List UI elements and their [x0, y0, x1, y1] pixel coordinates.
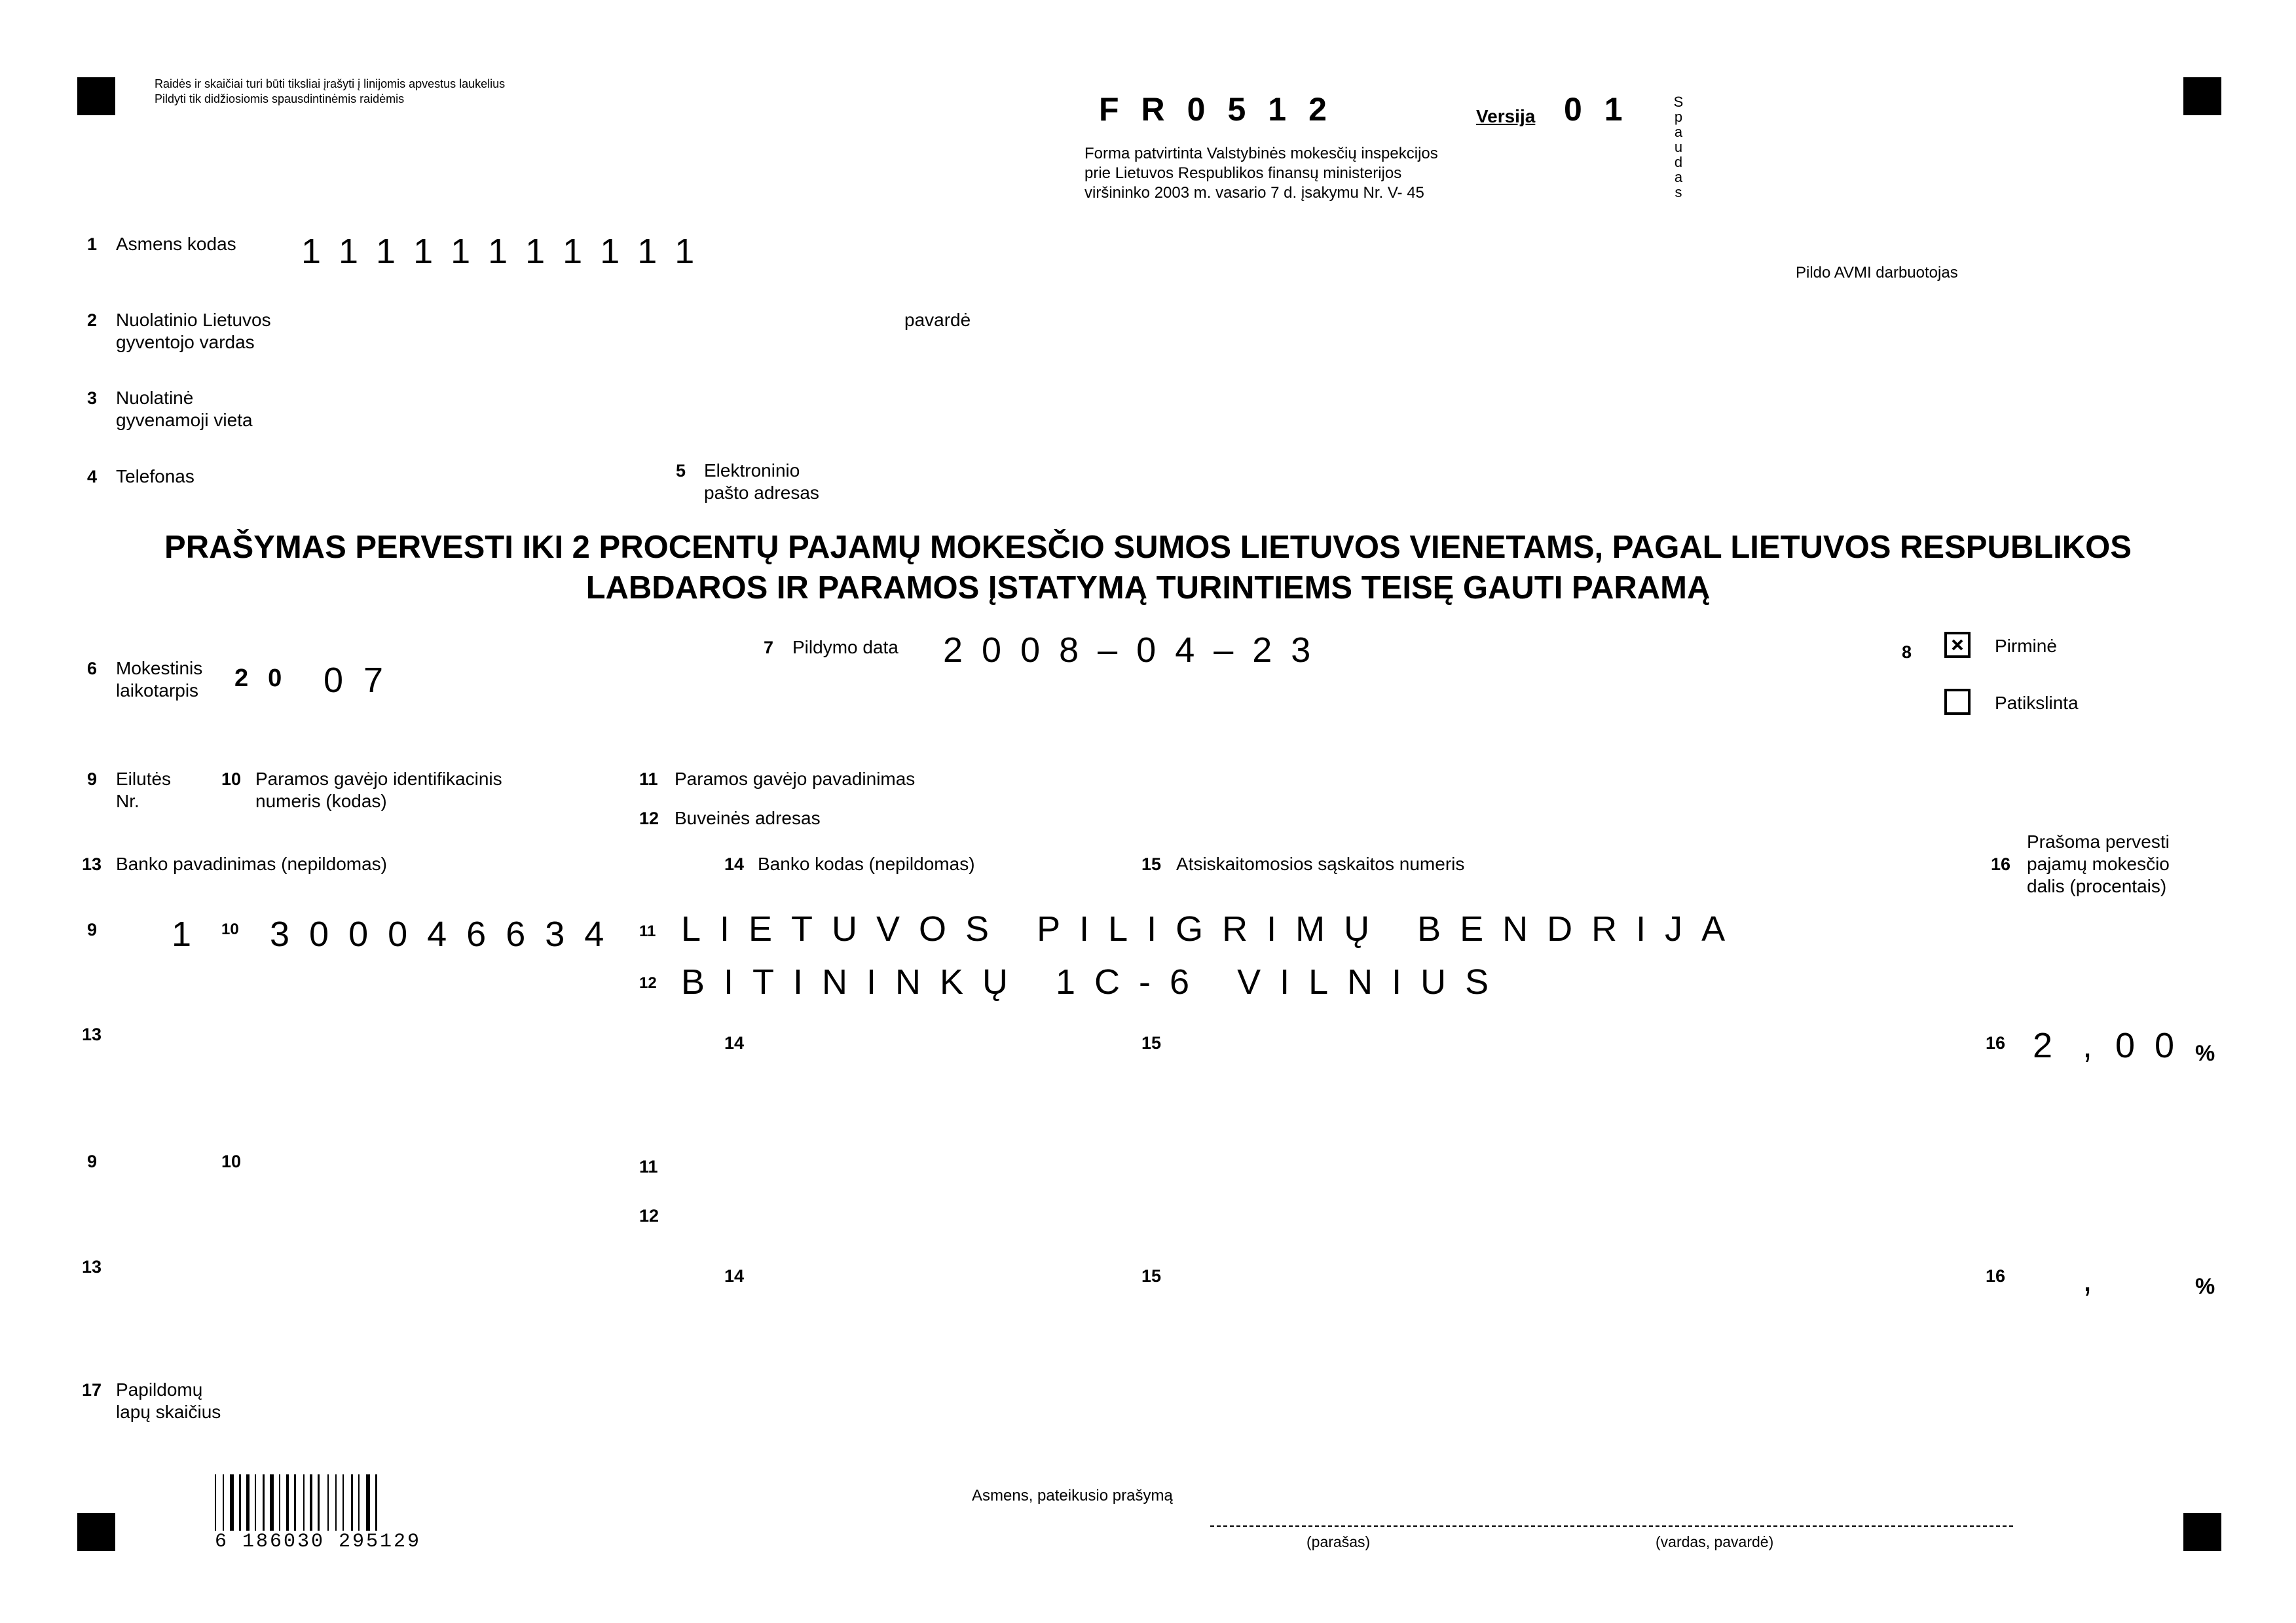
registration-marker-bottom-right: [2183, 1513, 2221, 1551]
barcode-bar: [294, 1474, 296, 1531]
registration-marker-top-right: [2183, 77, 2221, 115]
row2-col13-number: 13: [82, 1257, 102, 1277]
field-6-number: 6: [87, 659, 98, 678]
barcode-bar: [230, 1474, 234, 1531]
field-17-label-line1: Papildomų: [116, 1379, 203, 1400]
row2-percent-separator: ,: [2083, 1260, 2113, 1299]
barcode-bar: [239, 1474, 241, 1531]
row1-col11-number: 11: [639, 922, 656, 940]
name-label: (vardas, pavardė): [1656, 1533, 1774, 1550]
col-16-label-line1: Prašoma pervesti: [2027, 831, 2170, 852]
col-12-label: Buveinės adresas: [675, 808, 821, 828]
row1-col14-number: 14: [724, 1033, 745, 1053]
col-16-label-line3: dalis (procentais): [2027, 876, 2167, 896]
row1-percent-integer[interactable]: 2: [2033, 1026, 2073, 1065]
barcode-bar: [246, 1474, 250, 1531]
field-5-label-line2: pašto adresas: [704, 483, 819, 503]
barcode-bar: [270, 1474, 274, 1531]
col-9-label-line2: Nr.: [116, 791, 139, 811]
col-10-label-line2: numeris (kodas): [255, 791, 387, 811]
row1-col9-number: 9: [87, 920, 98, 939]
field-8-number: 8: [1902, 642, 1912, 662]
col-9-label-line1: Eilutės: [116, 769, 172, 789]
field-6-label-line2: laikotarpis: [116, 680, 199, 701]
row1-percent-decimals[interactable]: 00: [2115, 1026, 2194, 1065]
tax-period-prefix: 20: [234, 665, 302, 692]
field-1-number: 1: [87, 234, 98, 254]
col-16-label-line2: pajamų mokesčio: [2027, 854, 2170, 874]
row1-col10-number: 10: [221, 921, 239, 938]
primary-checkbox[interactable]: [1944, 632, 1971, 658]
approval-line2: prie Lietuvos Respublikos finansų ministerijos: [1084, 164, 1402, 182]
row1-recipient-name[interactable]: LIETUVOS PILIGRIMŲ BENDRIJA: [681, 909, 1745, 949]
stamp-label: Spaudas: [1673, 94, 1684, 200]
col-13-label: Banko pavadinimas (nepildomas): [116, 854, 387, 874]
row2-col10-number: 10: [221, 1152, 242, 1171]
form-title-line2: LABDAROS IR PARAMOS ĮSTATYMĄ TURINTIEMS TEISĘ GAUTI PARAMĄ: [585, 570, 1711, 606]
field-1-label: Asmens kodas: [116, 234, 236, 254]
field-2-label-line1: Nuolatinio Lietuvos: [116, 310, 271, 330]
col-14-label: Banko kodas (nepildomas): [758, 854, 975, 874]
col-12-number: 12: [639, 809, 659, 828]
row1-percent-sign: %: [2195, 1041, 2215, 1066]
field-3-label-line2: gyvenamoji vieta: [116, 410, 253, 430]
field-5-number: 5: [676, 461, 686, 481]
barcode-bar: [327, 1474, 329, 1531]
corrected-label: Patikslinta: [1995, 693, 2079, 713]
registration-marker-top-left: [77, 77, 115, 115]
barcode-digits: 6 186030 295129: [215, 1531, 422, 1553]
barcode-bar: [343, 1474, 344, 1531]
row2-col16-number: 16: [1986, 1266, 2006, 1286]
field-4-label: Telefonas: [116, 466, 194, 486]
col-14-number: 14: [724, 854, 745, 874]
col-9-number: 9: [87, 769, 98, 789]
field-3-number: 3: [87, 388, 98, 408]
row1-col15-number: 15: [1141, 1033, 1162, 1053]
field-7-label: Pildymo data: [792, 637, 898, 657]
field-3-label-line1: Nuolatinė: [116, 388, 194, 408]
col-10-label-line1: Paramos gavėjo identifikacinis: [255, 769, 502, 789]
barcode-bar: [318, 1474, 320, 1531]
barcode-bar: [255, 1474, 256, 1531]
approval-line3: viršininko 2003 m. vasario 7 d. įsakymu Nr. V- 45: [1084, 184, 1424, 202]
primary-label: Pirminė: [1995, 636, 2057, 656]
col-15-label: Atsiskaitomosios sąskaitos numeris: [1176, 854, 1465, 874]
barcode-bar: [286, 1474, 289, 1531]
row1-line-number[interactable]: 1: [172, 915, 212, 954]
col-11-number: 11: [639, 769, 658, 789]
row2-col14-number: 14: [724, 1266, 745, 1286]
field-2-label-line2: gyventojo vardas: [116, 332, 255, 352]
field-7-number: 7: [764, 638, 774, 657]
field-17-label-line2: lapų skaičius: [116, 1402, 221, 1422]
row1-col12-number: 12: [639, 974, 657, 992]
registration-marker-bottom-left: [77, 1513, 115, 1551]
field-4-number: 4: [87, 467, 98, 486]
row2-col11-number: 11: [639, 1157, 658, 1176]
col-11-label: Paramos gavėjo pavadinimas: [675, 769, 916, 789]
row2-col12-number: 12: [639, 1206, 659, 1226]
row2-col9-number: 9: [87, 1152, 98, 1171]
row1-col16-number: 16: [1986, 1033, 2006, 1053]
form-code: FR0512: [1099, 91, 1349, 128]
row1-percent-separator: ,: [2083, 1026, 2113, 1065]
barcode-bar: [303, 1474, 305, 1531]
field-2-number: 2: [87, 310, 98, 330]
signer-label: Asmens, pateikusio prašymą: [972, 1487, 1173, 1504]
row1-recipient-code[interactable]: 300046634: [270, 915, 624, 954]
signature-line[interactable]: [1210, 1525, 2013, 1527]
personal-code-value[interactable]: 11111111111: [301, 232, 715, 271]
checkbox-x-icon: [1947, 634, 1968, 655]
signature-label: (parašas): [1306, 1533, 1371, 1550]
barcode-bar: [358, 1474, 360, 1531]
barcode-bar: [351, 1474, 353, 1531]
field-17-number: 17: [82, 1380, 102, 1400]
barcode-bar: [263, 1474, 265, 1531]
corrected-checkbox[interactable]: [1944, 689, 1971, 715]
col-10-number: 10: [221, 769, 242, 789]
row1-address[interactable]: BITININKŲ 1C-6 VILNIUS: [681, 962, 1508, 1002]
avmi-note: Pildo AVMI darbuotojas: [1796, 264, 1958, 282]
row2-col15-number: 15: [1141, 1266, 1162, 1286]
col-15-number: 15: [1141, 854, 1162, 874]
version-label: Versija: [1476, 106, 1536, 126]
barcode-bar: [310, 1474, 312, 1531]
row1-col13-number: 13: [82, 1025, 102, 1044]
field-6-label-line1: Mokestinis: [116, 658, 203, 678]
col-13-number: 13: [82, 854, 102, 874]
fill-date-value[interactable]: 2008–04–23: [943, 630, 1330, 670]
surname-label: pavardė: [904, 310, 971, 330]
barcode-bar: [366, 1474, 370, 1531]
form-title-line1: PRAŠYMAS PERVESTI IKI 2 PROCENTŲ PAJAMŲ MOKESČIO SUMOS LIETUVOS VIENETAMS, PAGAL LIETUVOS RESPUBLIKOS: [164, 530, 2132, 565]
approval-line1: Forma patvirtinta Valstybinės mokesčių inspekcijos: [1084, 145, 1438, 162]
field-5-label-line1: Elektroninio: [704, 460, 800, 481]
fill-notice-line1: Raidės ir skaičiai turi būti tiksliai įrašyti į linijomis apvestus laukelius: [155, 77, 506, 90]
row2-percent-sign: %: [2195, 1274, 2215, 1299]
version-value: 01: [1564, 91, 1645, 128]
fill-notice-line2: Pildyti tik didžiosiomis spausdintinėmis raidėmis: [155, 92, 405, 105]
barcode-bar: [335, 1474, 337, 1531]
tax-period-value[interactable]: 07: [324, 661, 404, 700]
barcode-bar: [279, 1474, 280, 1531]
col-16-number: 16: [1991, 854, 2011, 874]
